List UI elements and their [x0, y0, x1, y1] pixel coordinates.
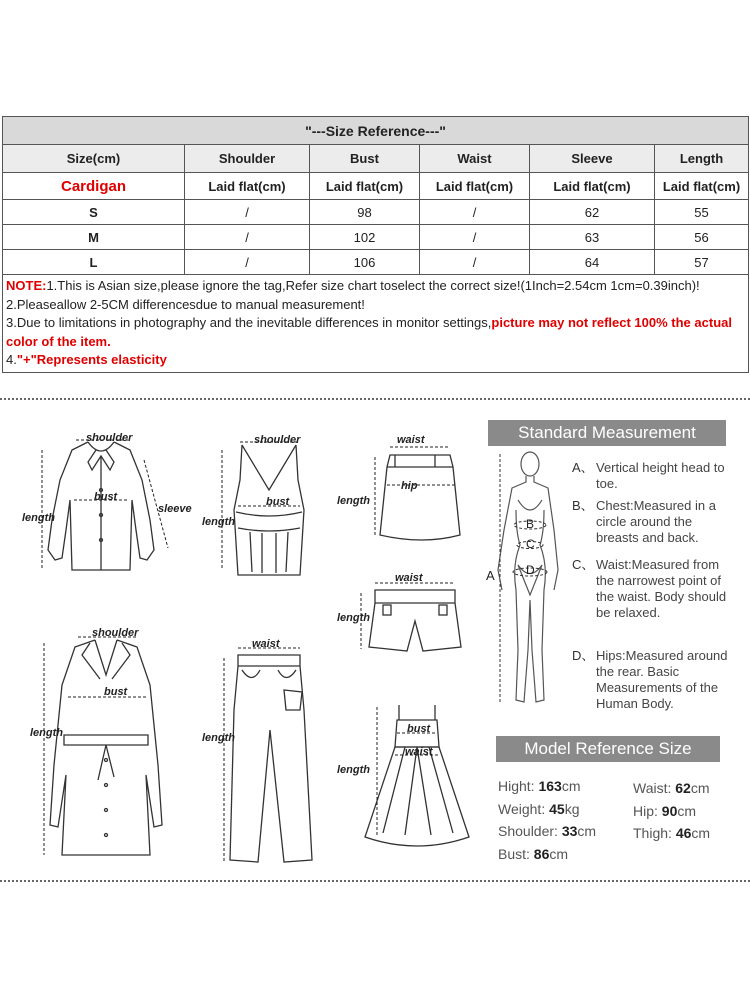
table-row: [3, 225, 749, 250]
hip-label: hip: [401, 480, 418, 492]
table-cell: 56: [655, 225, 749, 250]
letter-d-label: D: [526, 563, 535, 577]
table-cell: 55: [655, 200, 749, 225]
measurement-text: Vertical height head to toe.: [596, 460, 725, 491]
note-text: 1.This is Asian size,please ignore the tag,Refer size chart toselect the correct size!(1Inch=2.54cm 1cm=0.39inch)!: [46, 278, 700, 293]
table-cell: 106: [310, 250, 420, 275]
length-label: length: [202, 516, 235, 528]
bust-label: bust: [266, 496, 290, 508]
measurement-text: Hips:Measured around the rear. Basic Measurements of the Human Body.: [596, 648, 728, 711]
dress-drawing: [335, 685, 475, 875]
model-reference-title: Model Reference Size: [496, 736, 720, 762]
shoulder-label: shoulder: [92, 627, 139, 639]
dotted-divider: [0, 880, 750, 882]
length-label: length: [337, 764, 370, 776]
table-title: "---Size Reference---": [3, 117, 749, 145]
letter-c-label: C: [526, 537, 535, 551]
table-cell: 57: [655, 250, 749, 275]
table-cell: 102: [310, 225, 420, 250]
measure-method: Laid flat(cm): [310, 173, 420, 200]
table-cell: 98: [310, 200, 420, 225]
model-waist: Waist: 62cm: [633, 780, 710, 796]
measurement-letter: D、: [572, 648, 595, 663]
table-cell: /: [420, 250, 530, 275]
size-cell: S: [3, 200, 185, 225]
bust-label: bust: [407, 723, 431, 735]
product-type: Cardigan: [3, 173, 185, 200]
measurement-text: Chest:Measured in a circle around the breasts and back.: [596, 498, 716, 545]
measurement-letter: B、: [572, 498, 594, 513]
model-bust: Bust: 86cm: [498, 846, 569, 862]
body-figure-drawing: [482, 450, 570, 718]
table-cell: /: [185, 225, 310, 250]
model-height: Hight: 163cm: [498, 778, 581, 794]
table-cell: /: [185, 250, 310, 275]
measurement-letter: C、: [572, 557, 595, 572]
column-header: Bust: [310, 145, 420, 173]
table-cell: /: [420, 200, 530, 225]
size-reference-table: [2, 116, 749, 373]
trousers-drawing: [200, 630, 335, 875]
measurement-d: [572, 648, 742, 718]
waist-label: waist: [405, 746, 433, 758]
bust-label: bust: [104, 686, 128, 698]
table-row: [3, 200, 749, 225]
shoulder-label: shoulder: [86, 432, 133, 444]
coat-drawing: [0, 615, 200, 880]
size-cell: M: [3, 225, 185, 250]
note-warning: "+"Represents elasticity: [16, 352, 167, 368]
notes-cell: [3, 275, 749, 373]
tank-top-diagram: [200, 420, 330, 590]
measurement-text: Waist:Measured from the narrowest point of the waist. Body should be relaxed.: [596, 557, 727, 620]
table-cell: /: [185, 200, 310, 225]
note-line-3: [6, 314, 745, 351]
dress-diagram: [335, 685, 475, 875]
sleeve-label: sleeve: [158, 503, 192, 515]
table-cell: 63: [530, 225, 655, 250]
table-cell: 62: [530, 200, 655, 225]
measurement-letter: A、: [572, 460, 594, 475]
body-figure: [482, 450, 570, 718]
measure-method: Laid flat(cm): [420, 173, 530, 200]
skirt-diagram: [335, 425, 465, 555]
length-label: length: [202, 732, 235, 744]
column-header: Size(cm): [3, 145, 185, 173]
measure-method: Laid flat(cm): [655, 173, 749, 200]
letter-b-label: B: [526, 517, 535, 531]
waist-label: waist: [395, 572, 423, 584]
shoulder-label: shoulder: [254, 434, 301, 446]
length-label: length: [22, 512, 55, 524]
table-cell: /: [420, 225, 530, 250]
column-header: Shoulder: [185, 145, 310, 173]
note-line-2: 2.Pleaseallow 2-5CM differencesdue to manual measurement!: [6, 296, 365, 312]
table-row: [3, 250, 749, 275]
measure-method: Laid flat(cm): [530, 173, 655, 200]
shorts-diagram: [335, 565, 465, 665]
note-warning: picture may not reflect 100% the actual color of the item.: [6, 315, 732, 349]
column-header: Length: [655, 145, 749, 173]
model-weight: Weight: 45kg: [498, 801, 580, 817]
measure-method: Laid flat(cm): [185, 173, 310, 200]
measurement-a: [572, 460, 742, 496]
column-header: Waist: [420, 145, 530, 173]
note-line-1: [6, 277, 745, 296]
letter-a-label: A: [486, 568, 495, 583]
model-thigh: Thigh: 46cm: [633, 825, 711, 841]
standard-measurement-title: Standard Measurement: [488, 420, 726, 446]
coat-diagram: [0, 615, 200, 880]
model-hip: Hip: 90cm: [633, 803, 697, 819]
length-label: length: [337, 495, 370, 507]
note-line-4: [6, 351, 745, 370]
bust-label: bust: [94, 491, 118, 503]
length-label: length: [30, 727, 63, 739]
measurement-c: [572, 557, 742, 627]
waist-label: waist: [397, 434, 425, 446]
trousers-diagram: [200, 630, 335, 875]
length-label: length: [337, 612, 370, 624]
blouse-diagram: [0, 420, 200, 600]
note-label: NOTE:: [6, 278, 47, 293]
note-text: 4.: [6, 352, 17, 368]
dotted-divider: [0, 398, 750, 400]
note-text: 3.Due to limitations in photography and the inevitable differences in monitor settings,: [6, 315, 492, 331]
model-shoulder: Shoulder: 33cm: [498, 823, 597, 839]
size-cell: L: [3, 250, 185, 275]
table-cell: 64: [530, 250, 655, 275]
waist-label: waist: [252, 638, 280, 650]
column-header: Sleeve: [530, 145, 655, 173]
measurement-b: [572, 498, 742, 550]
